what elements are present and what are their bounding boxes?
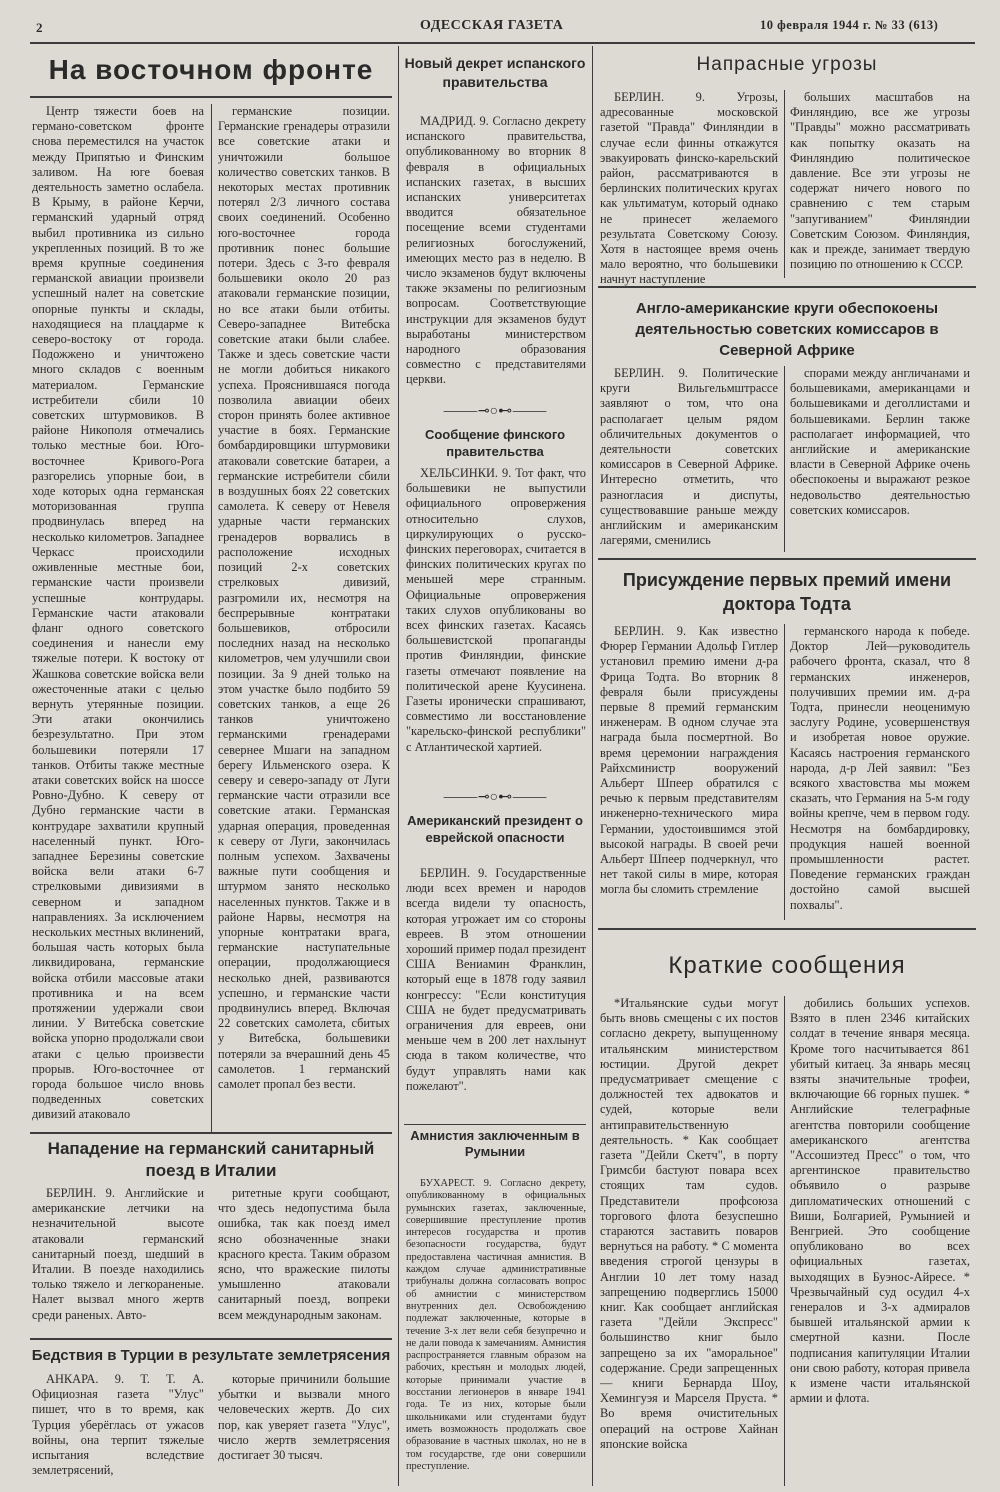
headline-rule bbox=[30, 96, 392, 98]
threats-title: Напрасные угрозы bbox=[696, 54, 878, 75]
east-front-col1: Центр тяжести боев на германо-советском фронте снова переместился на участок между Припятью и Финским заливом. На юге боевая деятельность заметно ослабела. В Крыму, в районе Керчи, германский ударный отряд выбил противника из сильно укрепленных позиций. В то же время крупные соединения германской авиации произвели успешный налет на советские опорные пункты и склады, находящиеся на плацдарме к северо-востоку от города. Подожжено и уничтожено много складов с военным материалом. Германские истребители сбили 10 советских штурмовиков. В районе Никополя отмечались только местные бои. Юго-восточнее Кривого-Рога разгорелись упорные бои, в ходе которых одна германская моторизованная группа продвинулась вперед на несколько километров. Западнее Черкасс происходили оживленные местные бои, германские части произвели успешные контрудары. Германские части атаковали фланг одного советского соединения и нанесли ему тяжелые потери. К востоку от Жашкова советские войска вели ожесточенные атаки с целью вернуть утерянные позиции. Эти атаки окончились безрезультатно. При этом большевики потеряли 17 танков. Отбиты также местные атаки советских войск на шоссе Ровно-Дубно. К северу от Дубно германские части в контрударе захватили крупный населенный пункт. Юго-западнее Березины советские войска вели атаки 6-7 стрелковыми дивизиями в северном и западном направлениях. За исключением нескольких местных вклинений, большая часть которых была ликвидирована, германские войска отбили массовые атаки противника и на всем протяжении удержали свои линии. У Витебска советские войска упорно продолжали свои атаки с целью произвести прорыв. Юго-восточнее от города большое число вновь подведенных советских дивизий атаковало bbox=[32, 104, 204, 1122]
east-front-title: На восточном фронте bbox=[48, 54, 374, 85]
todt-title: Присуждение первых премий имени доктора Тодта bbox=[622, 570, 952, 614]
column-divider bbox=[398, 46, 399, 1486]
column-divider bbox=[592, 46, 593, 1486]
section-rule bbox=[30, 1338, 392, 1340]
column-divider bbox=[784, 90, 785, 278]
threats-col1: БЕРЛИН. 9. Угрозы, адресованные московской газетой "Правда" Финляндии в случае если финны откажутся эвакуировать финско-карельский район, рассматриваются в берлинских политических кругах как ультиматум, который однако не принесет желаемого результата Советскому Союзу. Хотя в настоящее время очень мало вероятно, что большевики начнут наступление bbox=[600, 90, 778, 287]
masthead-rule bbox=[30, 42, 975, 44]
turkey-col2: которые причинили большие убытки и вызвали много человеческих жертв. До сих пор, как уверяет газета "Улус", число жертв землетрясения достигает 30 тысяч. bbox=[218, 1372, 390, 1463]
finland-title: Сообщение финского правительства bbox=[424, 427, 566, 459]
ornament-divider: ⸻⊸○⊷⸻ bbox=[442, 404, 548, 419]
section-rule bbox=[404, 1124, 586, 1125]
amnesty-title: Амнистия заключенным в Румынии bbox=[410, 1128, 580, 1159]
threats-col2: больших масштабов на Финляндию, все же угрозы "Правды" можно рассматривать как попытку оказать на Финляндию политическое давление. Все эти угрозы не содержат ничего нового по сравнению с тем старым "запугиванием" Финляндии Советским Союзом. Финляндия, как и прежде, занимает твердую позицию по отношению к СССР. bbox=[790, 90, 970, 272]
finland-text: ХЕЛЬСИНКИ. 9. Тот факт, что большевики не выпустили официального опровержения относительно слухов, циркулирующих о русско-финских переговорах, считается в финских политических кругах по меньшей мере странным. Официальные опровержения таких слухов опубликованы во всех финских газетах. Касаясь большевистской пропаганды против Финляндии, финские газеты отмечают появление на политической арене Куусинена. Газеты иронически спрашивают, совместимо ли восстановление "карельско-финской республики" с Атлантической хартией. bbox=[406, 466, 586, 754]
brief-news-col1: *Итальянские судьи могут быть вновь смещены с их постов согласно декрету, выпущенному итальянским министерством юстиции. Другой декрет предусматривает смещение с должностей тех адвокатов и судей, которые вели антиправительственную деятельность. * Как сообщает газета "Дейли Скетч", в порту Гримсби бастуют повара всех стоящих там судов. Представители профсоюза торгового флота безуспешно стараются заставить поваров вернуться на работу. * С момента введения строгой цензуры в Англии 10 лет тому назад запрещению подверглись 15000 книг. Как сообщает английская газета "Дейли Экспресс" большинство книг было запрещено за их "аморальное" содержание. Среди запрещенных — книги Бернарда Шоу, Хемингуэя и Марселя Пруста. * Во время очистительных операций на острове Хайнан японские войска bbox=[600, 996, 778, 1451]
page-number: 2 bbox=[36, 20, 43, 35]
hospital-train-title: Нападение на германский санитарный поезд в Италии bbox=[47, 1139, 375, 1180]
issue-date: 10 февраля 1944 г. № 33 (613) bbox=[760, 18, 939, 32]
section-rule bbox=[598, 928, 976, 930]
todt-col2: германского народа к победе. Доктор Лей—руководитель рабочего фронта, сказал, что 8 германских инженеров, получивших премии им. д-ра Тодта, принесли неоценимую заслугу Родине, усовершенствуя и изобретая новое оружие. Касаясь настроения германского народа, д-р Лей заявил: "Без всякого хвастовства мы можем сказать, что Германия на 5-м году войны крепче, чем в первом году. Несмотря на бомбардировку, продукция нашей военной промышленности растет. Поведение германских граждан достойно самой высшей похвалы". bbox=[790, 624, 970, 912]
column-divider bbox=[784, 366, 785, 552]
american-president-title: Американский президент о еврейской опасности bbox=[407, 813, 583, 845]
amnesty-text: БУХАРЕСТ. 9. Согласно декрету, опубликованному в официальных румынских газетах, заключенные, совершившие преступление против интересов государства и против безопасности государства, будут предоставлена частичная амнистия. В каждом случае административные трибуналы должна согласовать вопрос об амнистии с министерством внутренних дел. Освобождению подлежат заключенные, которые в течение 3-х лет вели себя безупречно и не дали повода к замечаниям. Амнистия распространяется главным образом на рабочих, крестьян и молодых людей, которые принимали участие в восстании легионеров в январе 1941 года. Те из них, которые были школьниками или студентами будут иметь возможность продолжать свое образование в частных школах, но не в том государстве, где они совершили преступление. bbox=[406, 1178, 586, 1472]
spain-text: МАДРИД. 9. Согласно декрету испанского правительства, опубликованному во вторник 8 февраля в официальных испанских газетах, в высших испанских университетах вводится обязательное посещение всеми студентами религиозных богослужений, имеющих место раз в неделю. В число экзаменов будут включены также экзамены по религиозным вопросам. Соответствующие инструкции для экзаменов будут выработаны министерством народного образования совместно с представителями церкви. bbox=[406, 114, 586, 387]
column-divider bbox=[784, 996, 785, 1486]
section-rule bbox=[598, 558, 976, 560]
hospital-train-col1: БЕРЛИН. 9. Английские и американские летчики на незначительной высоте атаковали германский санитарный поезд, шедший в Италии. В поезде находились только тяжело и легкораненые. Налет вызвал много жертв среди раненых. Авто- bbox=[32, 1186, 204, 1322]
section-rule bbox=[598, 286, 976, 288]
ornament-divider: ⸻⊸○⊷⸻ bbox=[442, 790, 548, 805]
column-divider bbox=[784, 624, 785, 920]
hospital-train-col2: ритетные круги сообщают, что здесь недопустима была ошибка, так как поезд имел ясно обозначенные знаки красного креста. Таким образом ясно, что вражеские пилоты умышленно атаковали санитарный поезд, вопреки всем международным законам. bbox=[218, 1186, 390, 1322]
turkey-col1: АНКАРА. 9. Т. Т. А. Официозная газета "Улус" пишет, что в то время, как Турция уберёглась от ужасов войны, она терпит тяжелые испытания вследствие землетрясений, bbox=[32, 1372, 204, 1478]
section-rule bbox=[30, 1132, 392, 1134]
american-president-text: БЕРЛИН. 9. Государственные люди всех времен и народов всегда видели ту опасность, которая угрожает им со стороны евреев. В этом отношении хороший пример подал президент США Вениамин Франклин, который еще в 1878 году заявил конгрессу: "Если конституция США не будет предусматривать ограничения для евреев, они меньше чем в 200 лет нахлынут сюда в таком количестве, что будут управлять нами как пожелают". bbox=[406, 866, 586, 1093]
brief-news-col2: добились больших успехов. Взято в плен 2346 китайских солдат в течение января месяца. Кроме того насчитывается 861 убитый китаец. За январь месяц взяты значительные трофеи, включающие 66 горных пушек. * Английские телеграфные агентства повторили сообщение американского агентства "Ассошиэтед Пресс" о том, что аргентинское правительство объявило о разрыве дипломатических отношений с Виши, Болгарией, Румынией и Венгрией. Это сообщение опубликовано во всех официальных газетах, выходящих в Буэнос-Айресе. * Чрезвычайный суд осудил 4-х генералов и 3-х адмиралов бывшей итальянской армии к смертной казни. После подписания капитуляции Италии они свою работу, которая привела к измене части итальянской армии и флота. bbox=[790, 996, 970, 1406]
east-front-col2: германские позиции. Германские гренадеры отразили все советские атаки и уничтожили большое количество советских танков. В некоторых местах противник потерял 2/3 личного состава своих соединений. Особенно юго-восточнее города противник понес большие потери. Здесь с 3-го февраля большевики около 20 раз атаковали германские позиции, но все атаки были отбиты. Северо-западнее Витебска советские атаки были слабее. Также и здесь советские части не могли добиться никакого успеха. Прояснившаяся погода позволила авиации обеих сторон принять более активное участие в боях. Германские бомбардировщики штурмовики атаковали советские батареи, а германские истребители сбили в воздушных боях 22 советских самолета. К северу от Невеля ударные части германских гренадеров ворвались в расположение исходных позиций 2-х советских стрелковых дивизий, разгромили их, несмотря на беспрерывные контратаки большевиков, отбросили последних назад на несколько километров, чем улучшили свои позиции. За 9 дней только на этом участке было подбито 59 советских танков, а еще 26 танков уничтожено германскими гренадерами севернее Мшаги на западном берегу Ильменского озера. К северу и северо-западу от Луги германские части отразили все советские атаки. Германская ударная операция, проведенная к северу от Луги, закончилась полным успехом. Захвачены важные пути сообщения и штурмом занято несколько населенных пунктов. Также и в районе Нарвы, несмотря на упорные контратаки врага, германские наступательные операции, продолжающиеся несколько дней, развиваются успешно, и германские части продвинулись вперед. Включая 22 советских самолета, сбитых у Витебска, большевики потеряли за вчерашний день 45 самолетов. 1 германский самолет пропал без вести. bbox=[218, 104, 390, 1091]
column-divider bbox=[211, 104, 212, 1132]
anglo-american-title: Англо-американские круги обеспокоены деятельностью советских комиссаров в Северной Африке bbox=[635, 300, 939, 359]
anglo-american-col1: БЕРЛИН. 9. Политические круги Вильгельмштрассе заявляют о том, что она располагает целым рядом обличительных документов о деятельности советских комиссаров в Северной Африке. Интересно отметить, что разногласия и диспуты, существовавшие раньше между английским и американским лагерями, сменились bbox=[600, 366, 778, 548]
spain-title: Новый декрет испанского правительства bbox=[404, 55, 586, 90]
newspaper-title: ОДЕССКАЯ ГАЗЕТА bbox=[420, 18, 564, 33]
todt-col1: БЕРЛИН. 9. Как известно Фюрер Германии Адольф Гитлер установил премию имени д-ра Фрица Тодта. Во вторник 8 февраля были присуждены первые 8 премий германским инженерам. В одном случае эта награда была посмертной. Во время церемонии награждения Райхсминистр вооружений Альберт Шпеер обратился с речью к первым представителям инженерно-технического мира Германии, удостоившимся этой высокой награды. В своей речи Альберт Шпеер подчеркнул, что нет такой силы в мире, которая могла бы сломить стремление bbox=[600, 624, 778, 897]
turkey-title: Бедствия в Турции в результате землетрясения bbox=[31, 1347, 391, 1364]
anglo-american-col2: спорами между англичанами и большевиками, американцами и большевиками и деголлистами и большевиками. Берлин также располагает информацией, что английские и американские власти в Северной Африке очень обеспокоены и выражают резкое недовольство деятельностью советских комиссаров. bbox=[790, 366, 970, 517]
brief-news-title: Краткие сообщения bbox=[668, 952, 906, 979]
